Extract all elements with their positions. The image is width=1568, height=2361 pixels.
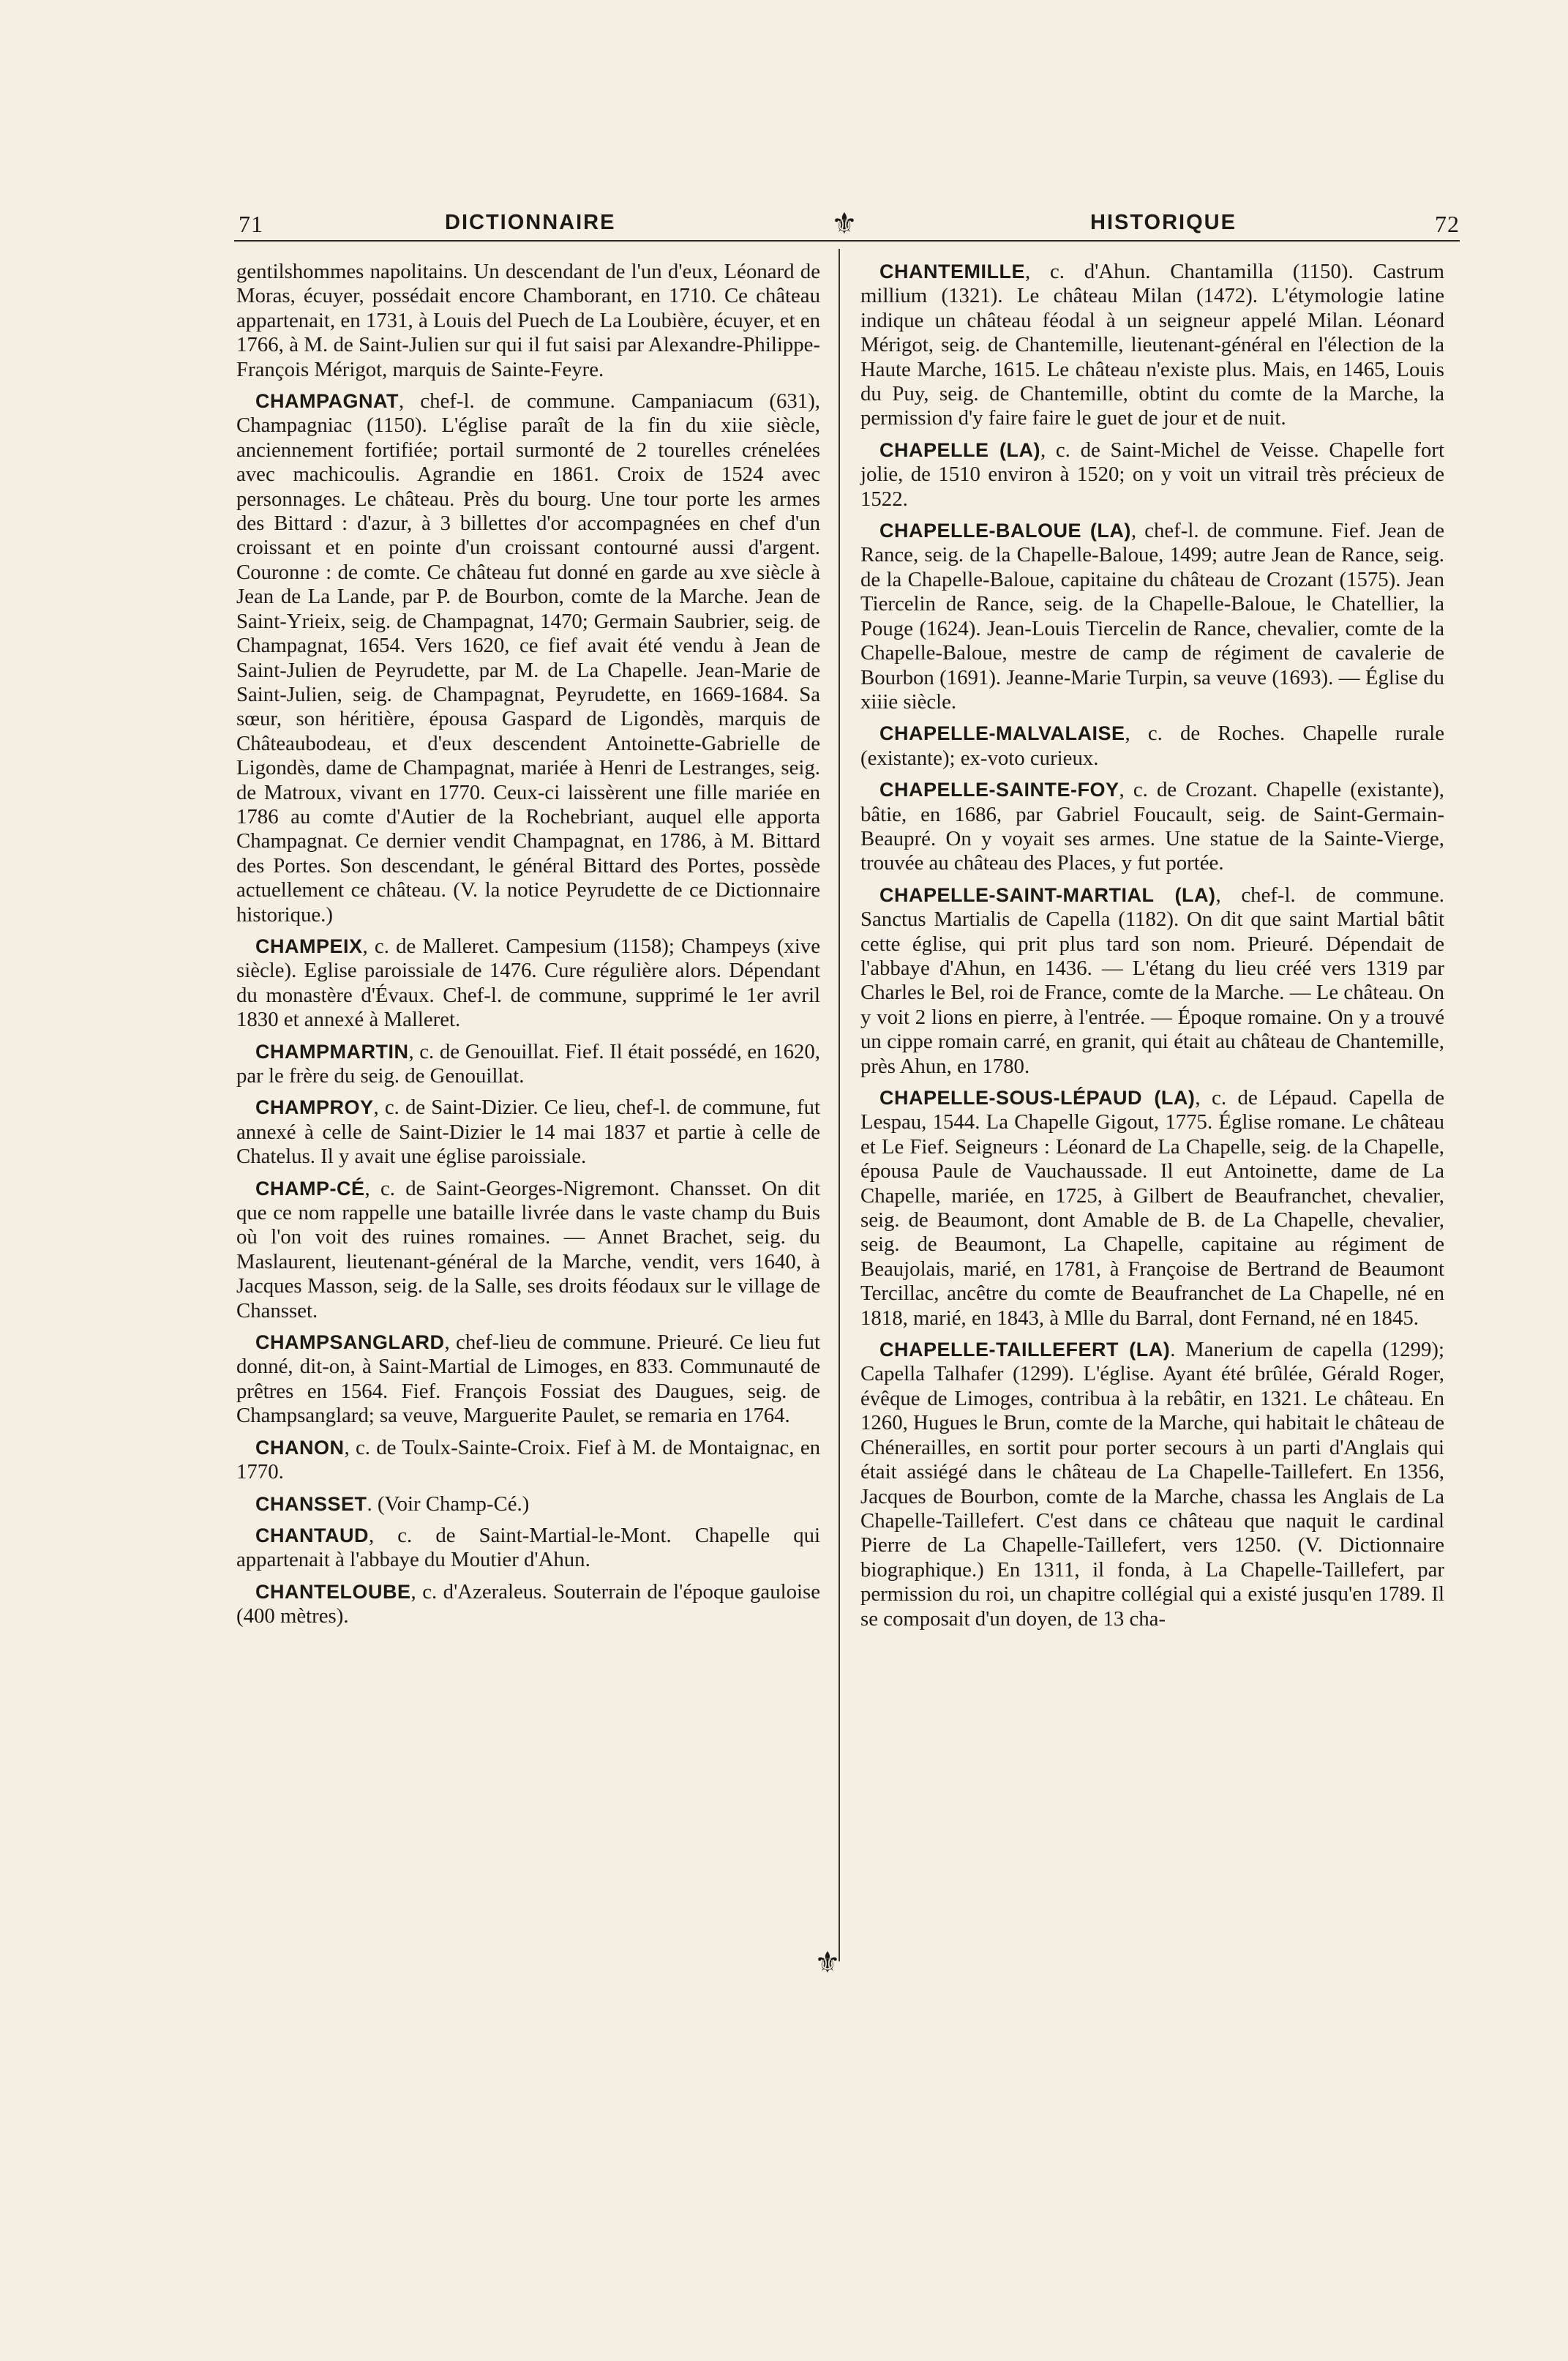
fleuron-bottom-icon: ⚜: [814, 1946, 841, 1979]
entry-headword: CHAPELLE-SAINT-MARTIAL (LA): [879, 883, 1216, 906]
entry-body: , c. d'Ahun. Chantamilla (1150). Castrum millium (1321). Le château Milan (1472). L'étymologie latine indique un château féodal à un seigneur appelé Milan. Léonard Mérigot, seig. de Chantemille, lieutenant-général en l'élection de la Haute Marche, 1615. Le château n'existe plus. Mais, en 1465, Louis du Puy, seig. de Chantemille, obtint du comte de la Marche, la permission d'y faire faire le guet de jour et de nuit.: [860, 260, 1444, 430]
entry-headword: CHAPELLE-BALOUE (LA): [879, 520, 1131, 542]
entry-headword: CHAMPAGNAT: [255, 390, 399, 413]
running-title-left: DICTIONNAIRE: [445, 211, 616, 234]
dictionary-entry: [236, 1177, 820, 1323]
dictionary-entry: [236, 1040, 820, 1089]
dictionary-entry: [860, 1086, 1444, 1331]
right-column: [860, 260, 1444, 1639]
entry-body: , chef-lieu de commune. Prieuré. Ce lieu fut donné, dit-on, à Saint-Martial de Limoges, en 833. Communauté de prêtres en 1564. Fief. François Fossiat des Daugues, seig. de Champsanglard; sa veuve, Marguerite Paulet, se remaria en 1764.: [236, 1331, 820, 1428]
entry-body: , c. d'Azeraleus. Souterrain de l'époque gauloise (400 mètres).: [236, 1579, 820, 1628]
entry-headword: CHANON: [255, 1436, 345, 1459]
entry-body: , c. de Saint-Dizier. Ce lieu, chef-l. de commune, fut annexé à celle de Saint-Dizier le 14 mai 1837 et partie à celle de Chatelus. Il y avait une église paroissiale.: [236, 1096, 820, 1169]
dictionary-entry: [860, 260, 1444, 431]
entry-headword: CHAMP-CÉ: [255, 1177, 365, 1200]
entry-headword: CHAPELLE-TAILLEFERT (LA): [879, 1339, 1171, 1361]
dictionary-entry: [236, 1096, 820, 1169]
entry-body: , chef-l. de commune. Fief. Jean de Rance, seig. de la Chapelle-Baloue, 1499; autre Jean de Rance, seig. de la Chapelle-Baloue, capitaine du château de Crozant (1575). Jean Tiercelin de Rance, seig. de la Chapelle-Baloue, le Chatellier, la Pouge (1624). Jean-Louis Tiercelin de Rance, chevalier, comte de la Chapelle-Baloue, mestre de camp de régiment de cavalerie de Bourbon (1691). Jeanne-Marie Turpin, sa veuve (1693). — Église du xiiie siècle.: [860, 519, 1444, 714]
entry-body: gentilshommes napolitains. Un descendant de l'un d'eux, Léonard de Moras, écuyer, possédait encore Chamborant, en 1710. Ce château appartenait, en 1731, à Louis del Puech de La Loubière, écuyer, et en 1766, à M. de Saint-Julien sur qui il fut saisi par Alexandre-Philippe-François Mérigot, marquis de Sainte-Feyre.: [236, 260, 820, 381]
fleuron-ornament-icon: ⚜: [831, 207, 858, 240]
dictionary-entry: [860, 438, 1444, 512]
dictionary-entry: [236, 389, 820, 927]
dictionary-entry: [236, 1436, 820, 1485]
entry-headword: CHANTELOUBE: [255, 1580, 411, 1603]
entry-headword: CHANSSET: [255, 1492, 367, 1515]
entry-headword: CHAMPSANGLARD: [255, 1331, 445, 1354]
entry-headword: CHAPELLE-MALVALAISE: [879, 722, 1125, 745]
entry-headword: CHAMPROY: [255, 1096, 374, 1119]
left-column: [236, 260, 820, 1636]
entry-headword: CHAMPEIX: [255, 935, 363, 957]
entry-body: , c. de Roches. Chapelle rurale (existante); ex-voto curieux.: [860, 722, 1444, 770]
dictionary-entry: [236, 1331, 820, 1429]
entry-body: , c. de Saint-Georges-Nigremont. Chansset. On dit que ce nom rappelle une bataille livrée dans le vaste champ du Buis où l'on voit des ruines romaines. — Annet Brachet, seig. du Maslaurent, lieutenant-général de la Marche, vendit, vers 1640, à Jacques Masson, seig. de la Salle, ses droits féodaux sur le village de Chansset.: [236, 1176, 820, 1322]
entry-headword: CHANTAUD: [255, 1524, 369, 1546]
dictionary-entry: [860, 519, 1444, 714]
dictionary-entry: [860, 722, 1444, 771]
entry-body: , c. de Toulx-Sainte-Croix. Fief à M. de Montaignac, en 1770.: [236, 1435, 820, 1484]
entry-headword: CHANTEMILLE: [879, 261, 1025, 283]
entry-body: . (Voir Champ-Cé.): [367, 1492, 530, 1516]
dictionary-entry: [860, 1338, 1444, 1631]
entry-body: , c. de Genouillat. Fief. Il était possédé, en 1620, par le frère du seig. de Genouillat.: [236, 1039, 820, 1088]
dictionary-entry: [860, 883, 1444, 1079]
entry-body: , c. de Saint-Michel de Veisse. Chapelle fort jolie, de 1510 environ à 1520; on y voit un vitrail très précieux de 1522.: [860, 438, 1445, 511]
page-number-left: 71: [239, 211, 263, 237]
dictionary-entry: [236, 1524, 820, 1573]
entry-body: . Manerium de capella (1299); Capella Talhafer (1299). L'église. Ayant été brûlée, Gérald Roger, évêque de Limoges, contribua à la rebâtir, en 1321. Le château. En 1260, Hugues le Brun, comte de la Marche, qui habitait le château de Chénerailles, en sortit pour porter secours à un parti d'Anglais qui était assiégé dans le château de La Chapelle-Taillefert. En 1356, Jacques de Bourbon, comte de la Marche, chassa les Anglais de La Chapelle-Taillefert. C'est dans ce château que naquit le cardinal Pierre de La Chapelle-Taillefert, vers 1250. (V. Dictionnaire biographique.) En 1311, il fonda, à La Chapelle-Taillefert, par permission du roi, un chapitre collégial qui a existé jusqu'en 1789. Il se composait d'un doyen, de 13 cha-: [860, 1338, 1444, 1631]
dictionary-entry: [236, 1580, 820, 1629]
dictionary-entry: [236, 1492, 820, 1516]
entry-headword: CHAPELLE (LA): [879, 438, 1040, 461]
entry-headword: CHAMPMARTIN: [255, 1040, 409, 1063]
entry-headword: CHAPELLE-SAINTE-FOY: [879, 779, 1119, 801]
running-title-right: HISTORIQUE: [1090, 211, 1237, 234]
entry-body: , chef-l. de commune. Campaniacum (631), Champagniac (1150). L'église paraît de la fin du xiie siècle, anciennement fortifiée; portail surmonté de 2 tourelles crénelées avec machicoulis. Agrandie en 1861. Croix de 1524 avec personnages. Le château. Près du bourg. Une tour porte les armes des Bittard : d'azur, à 3 billettes d'or accompagnées en chef d'un croissant et en pointe d'un croissant contourné aussi d'argent. Couronne : de comte. Ce château fut donné en garde au xve siècle à Jean de La Lande, par P. de Bourbon, comte de la Marche. Jean de Saint-Yrieix, seig. de Champagnat, 1470; Germain Saubrier, seig. de Champagnat, 1654. Vers 1620, ce fief avait été vendu à Jean de Saint-Julien de Peyrudette, par M. de La Chapelle. Jean-Marie de Saint-Julien, seig. de Champagnat, Peyrudette, en 1669-1684. Sa sœur, son héritière, épousa Gaspard de Ligondès, marquis de Châteaubodeau, et d'eux descendent Antoinette-Gabrielle de Ligondès, dame de Champagnat, mariée à Henri de Lestranges, seig. de Matroux, vivant en 1770. Ceux-ci laissèrent une fille mariée en 1786 au comte d'Autier de la Rochebriant, auquel elle apporta Champagnat. Ce dernier vendit Champagnat, en 1786, à M. Bittard des Portes. Son descendant, le général Bittard des Portes, possède actuellement ce château. (V. la notice Peyrudette de ce Dictionnaire historique.): [236, 389, 820, 927]
page-number-right: 72: [1435, 211, 1460, 237]
dictionary-entry: [860, 778, 1444, 876]
column-divider: [839, 249, 840, 1961]
entry-body: , c. de Crozant. Chapelle (existante), bâtie, en 1686, par Gabriel Foucault, seig. de Saint-Germain-Beaupré. On y voyait ses armes. Une statue de la Sainte-Vierge, trouvée au château des Places, y fut portée.: [860, 778, 1444, 875]
entry-body: , chef-l. de commune. Sanctus Martialis de Capella (1182). On dit que saint Martial bâtit cette église, qui prit plus tard son nom. Prieuré. Dépendait de l'abbaye d'Ahun, en 1436. — L'étang du lieu créé vers 1319 par Charles le Bel, roi de France, comte de la Marche. — Le château. On y voit 2 lions en pierre, à l'entrée. — Époque romaine. On y a trouvé un cippe romain carré, en granit, qui était au château de Chantemille, près Ahun, en 1780.: [860, 883, 1444, 1078]
entry-body: , c. de Lépaud. Capella de Lespau, 1544. La Chapelle Gigout, 1775. Église romane. Le château et Le Fief. Seigneurs : Léonard de La Chapelle, seig. de la Chapelle, épousa Paule de Vauchaussade. Il eut Antoinette, dame de La Chapelle, mariée, en 1725, à Gilbert de Beaufranchet, chevalier, seig. de Beaumont, dont Amable de B. de La Chapelle, chevalier, seig. de Beaumont, La Chapelle, capitaine au régiment de Beaujolais, marié, en 1781, à Françoise de Bertrand de Beaumont Tercillac, ancêtre du comte de Beaufranchet de La Chapelle, né en 1818, marié, en 1843, à Mlle du Barral, dont Fernand, né en 1845.: [860, 1086, 1444, 1330]
dictionary-entry: [236, 260, 820, 382]
entry-body: , c. de Saint-Martial-le-Mont. Chapelle qui appartenait à l'abbaye du Moutier d'Ahun.: [236, 1523, 820, 1572]
dictionary-entry: [236, 935, 820, 1033]
entry-headword: CHAPELLE-SOUS-LÉPAUD (LA): [879, 1087, 1196, 1109]
entry-body: , c. de Malleret. Campesium (1158); Champeys (xive siècle). Eglise paroissiale de 1476. Cure régulière alors. Dépendant du monastère d'Évaux. Chef-l. de commune, supprimé le 1er avril 1830 et annexé à Malleret.: [236, 934, 820, 1032]
